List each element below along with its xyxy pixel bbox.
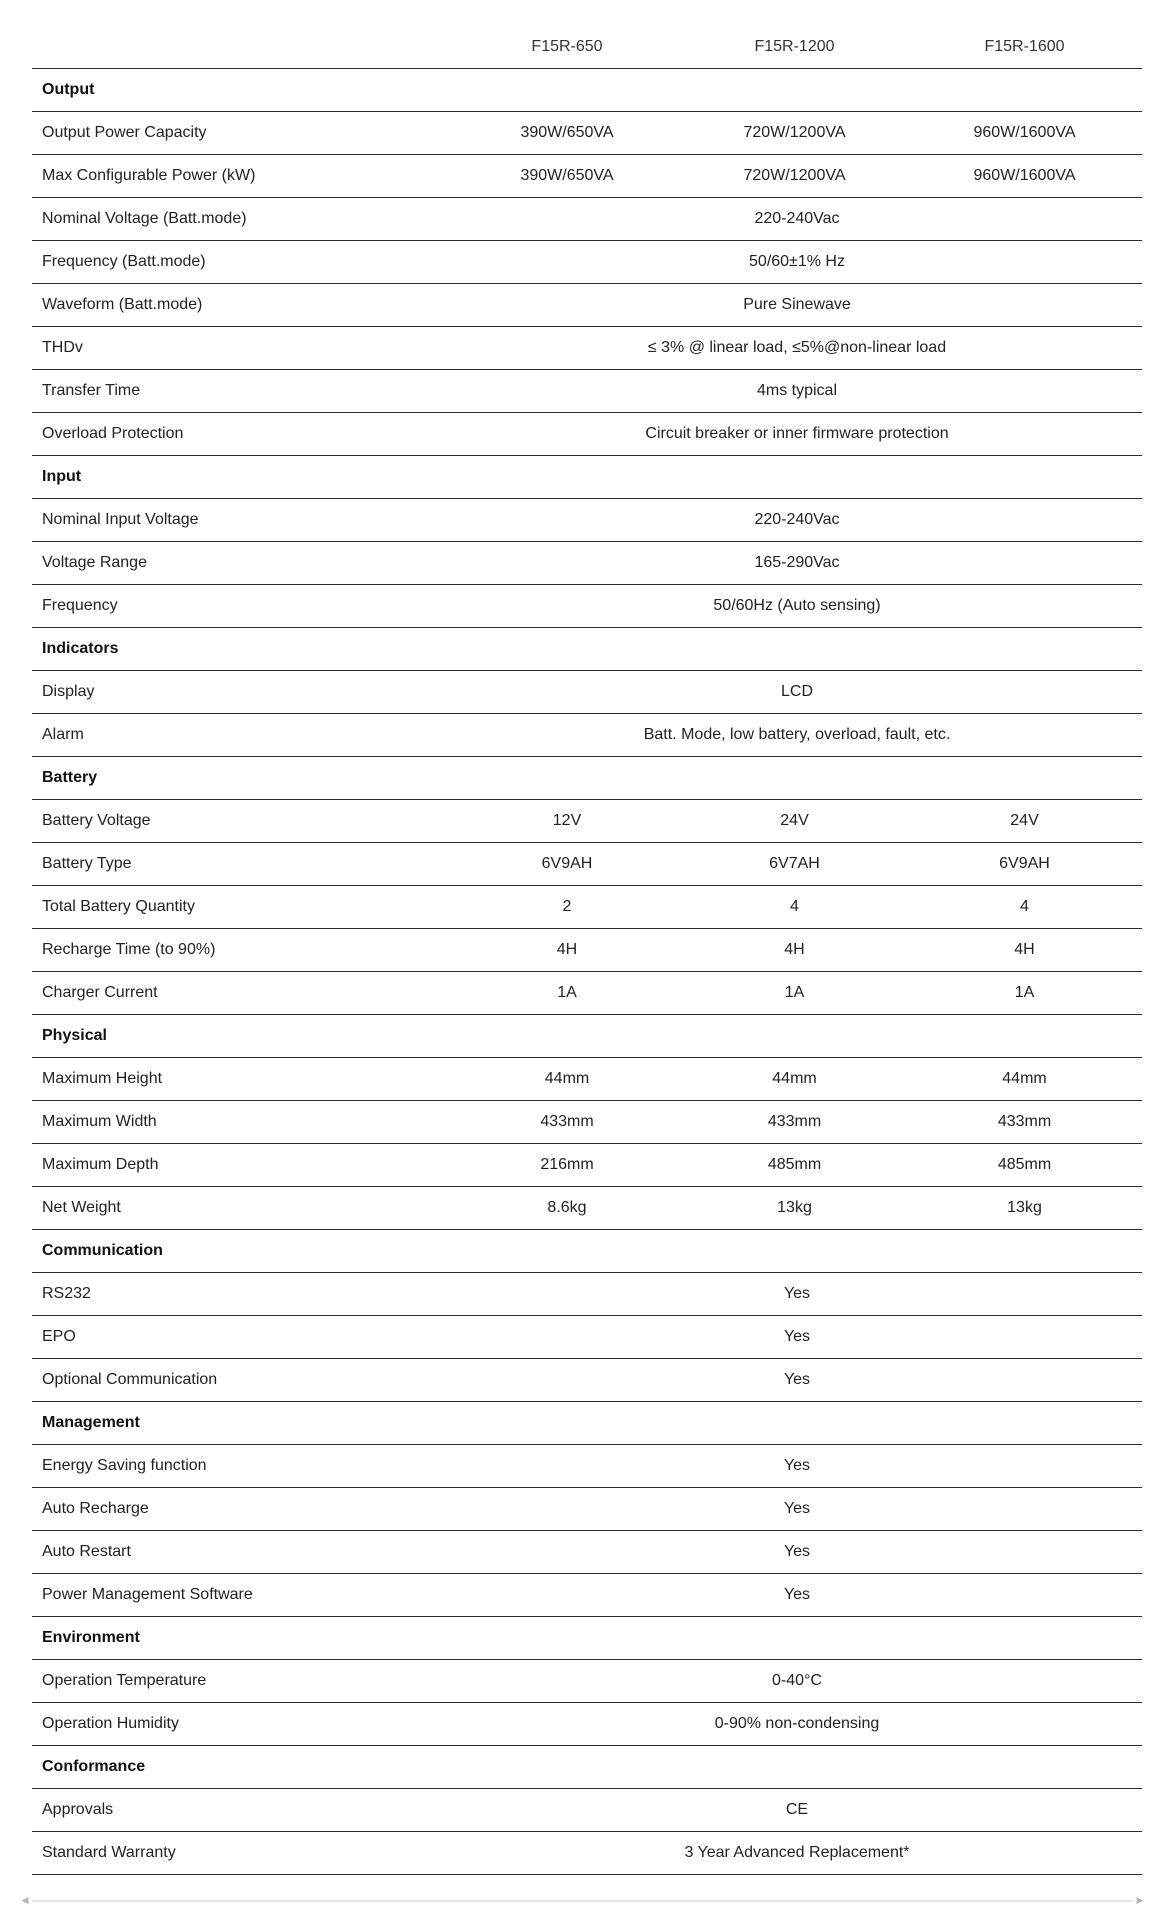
spec-row [32, 412, 1142, 455]
spec-value-all-models: 0-40°C [452, 1659, 1142, 1702]
spec-value-all-models: 3 Year Advanced Replacement* [452, 1831, 1142, 1874]
section-title: Indicators [32, 627, 1142, 670]
spec-row [32, 498, 1142, 541]
spec-value-model-3: 24V [907, 799, 1142, 842]
section-title: Conformance [32, 1745, 1142, 1788]
section-title: Output [32, 68, 1142, 111]
spec-value-all-models: Yes [452, 1315, 1142, 1358]
spec-table-body [32, 68, 1142, 1874]
spec-value-model-1: 2 [452, 885, 682, 928]
spec-row [32, 713, 1142, 756]
spec-label: Display [32, 670, 452, 713]
spec-row [32, 154, 1142, 197]
scroll-left-arrow-icon[interactable]: ◀ [21, 1896, 29, 1906]
spec-value-model-2: 4H [682, 928, 907, 971]
spec-row [32, 928, 1142, 971]
spec-value-all-models: Yes [452, 1444, 1142, 1487]
spec-label: Output Power Capacity [32, 111, 452, 154]
spec-label: Approvals [32, 1788, 452, 1831]
spec-row [32, 885, 1142, 928]
spec-label: Battery Voltage [32, 799, 452, 842]
model-header-1: F15R-650 [452, 26, 682, 68]
spec-value-model-2: 4 [682, 885, 907, 928]
section-row [32, 1229, 1142, 1272]
spec-label: Nominal Voltage (Batt.mode) [32, 197, 452, 240]
model-header-3: F15R-1600 [907, 26, 1142, 68]
section-row [32, 627, 1142, 670]
spec-value-model-1: 390W/650VA [452, 111, 682, 154]
spec-value-all-models: LCD [452, 670, 1142, 713]
spec-value-all-models: 165-290Vac [452, 541, 1142, 584]
spec-value-all-models: 0-90% non-condensing [452, 1702, 1142, 1745]
spec-value-model-2: 485mm [682, 1143, 907, 1186]
spec-row [32, 1444, 1142, 1487]
scroll-right-arrow-icon[interactable]: ▶ [1136, 1896, 1144, 1906]
spec-label: Recharge Time (to 90%) [32, 928, 452, 971]
spec-row [32, 111, 1142, 154]
spec-row [32, 197, 1142, 240]
spec-label: RS232 [32, 1272, 452, 1315]
spec-row [32, 1272, 1142, 1315]
spec-table [32, 26, 1142, 1875]
spec-label: Charger Current [32, 971, 452, 1014]
spec-value-model-1: 4H [452, 928, 682, 971]
spec-label: Auto Recharge [32, 1487, 452, 1530]
spec-label: THDv [32, 326, 452, 369]
section-row [32, 455, 1142, 498]
spec-value-all-models: 4ms typical [452, 369, 1142, 412]
spec-label: Voltage Range [32, 541, 452, 584]
spec-value-model-3: 960W/1600VA [907, 154, 1142, 197]
spec-value-model-1: 390W/650VA [452, 154, 682, 197]
spec-row [32, 326, 1142, 369]
spec-label: Maximum Height [32, 1057, 452, 1100]
section-row [32, 1616, 1142, 1659]
spec-row [32, 1530, 1142, 1573]
spec-row [32, 369, 1142, 412]
spec-value-model-2: 13kg [682, 1186, 907, 1229]
spec-row [32, 670, 1142, 713]
spec-row [32, 1831, 1142, 1874]
spec-label: Alarm [32, 713, 452, 756]
spec-row [32, 1358, 1142, 1401]
spec-row [32, 1057, 1142, 1100]
spec-value-model-3: 44mm [907, 1057, 1142, 1100]
spec-value-model-3: 4H [907, 928, 1142, 971]
spec-value-model-3: 960W/1600VA [907, 111, 1142, 154]
spec-value-model-1: 6V9AH [452, 842, 682, 885]
spec-row [32, 1487, 1142, 1530]
spec-value-model-1: 216mm [452, 1143, 682, 1186]
spec-label: Operation Temperature [32, 1659, 452, 1702]
spec-label: Power Management Software [32, 1573, 452, 1616]
spec-value-all-models: 220-240Vac [452, 498, 1142, 541]
spec-value-model-1: 433mm [452, 1100, 682, 1143]
section-title: Communication [32, 1229, 1142, 1272]
spec-value-all-models: Yes [452, 1358, 1142, 1401]
section-title: Environment [32, 1616, 1142, 1659]
spec-label: Optional Communication [32, 1358, 452, 1401]
section-title: Physical [32, 1014, 1142, 1057]
spec-row [32, 1186, 1142, 1229]
spec-label: Frequency [32, 584, 452, 627]
spec-value-model-2: 433mm [682, 1100, 907, 1143]
spec-value-model-1: 1A [452, 971, 682, 1014]
spec-row [32, 1143, 1142, 1186]
spec-label: Transfer Time [32, 369, 452, 412]
spec-label: Waveform (Batt.mode) [32, 283, 452, 326]
spec-value-model-2: 44mm [682, 1057, 907, 1100]
spec-value-model-3: 4 [907, 885, 1142, 928]
spec-value-model-2: 720W/1200VA [682, 111, 907, 154]
spec-row [32, 1573, 1142, 1616]
spec-value-model-1: 8.6kg [452, 1186, 682, 1229]
spec-value-model-2: 6V7AH [682, 842, 907, 885]
spec-value-all-models: Pure Sinewave [452, 283, 1142, 326]
spec-value-all-models: Yes [452, 1530, 1142, 1573]
spec-row [32, 1315, 1142, 1358]
spec-label: Maximum Depth [32, 1143, 452, 1186]
spec-table-container [32, 26, 1142, 1875]
spec-value-model-2: 1A [682, 971, 907, 1014]
header-blank-cell [32, 26, 452, 68]
spec-row [32, 842, 1142, 885]
spec-value-all-models: 220-240Vac [452, 197, 1142, 240]
spec-label: Total Battery Quantity [32, 885, 452, 928]
spec-row [32, 971, 1142, 1014]
spec-value-model-1: 12V [452, 799, 682, 842]
spec-value-model-3: 1A [907, 971, 1142, 1014]
section-row [32, 756, 1142, 799]
spec-value-model-2: 720W/1200VA [682, 154, 907, 197]
spec-label: Auto Restart [32, 1530, 452, 1573]
spec-value-all-models: ≤ 3% @ linear load, ≤5%@non-linear load [452, 326, 1142, 369]
spec-label: Standard Warranty [32, 1831, 452, 1874]
spec-label: Operation Humidity [32, 1702, 452, 1745]
spec-row [32, 283, 1142, 326]
spec-row [32, 1659, 1142, 1702]
spec-row [32, 1788, 1142, 1831]
spec-value-model-3: 485mm [907, 1143, 1142, 1186]
spec-label: Nominal Input Voltage [32, 498, 452, 541]
horizontal-scrollbar[interactable] [20, 1896, 1145, 1906]
model-header-2: F15R-1200 [682, 26, 907, 68]
section-row [32, 1014, 1142, 1057]
spec-label: Max Configurable Power (kW) [32, 154, 452, 197]
spec-value-model-2: 24V [682, 799, 907, 842]
spec-row [32, 584, 1142, 627]
section-title: Battery [32, 756, 1142, 799]
spec-label: Frequency (Batt.mode) [32, 240, 452, 283]
spec-value-all-models: Yes [452, 1272, 1142, 1315]
header-row [32, 26, 1142, 68]
section-row [32, 1745, 1142, 1788]
spec-value-model-1: 44mm [452, 1057, 682, 1100]
spec-value-model-3: 433mm [907, 1100, 1142, 1143]
section-row [32, 68, 1142, 111]
spec-row [32, 1702, 1142, 1745]
section-row [32, 1401, 1142, 1444]
spec-value-all-models: CE [452, 1788, 1142, 1831]
spec-label: Overload Protection [32, 412, 452, 455]
section-title: Input [32, 455, 1142, 498]
spec-row [32, 240, 1142, 283]
spec-label: Maximum Width [32, 1100, 452, 1143]
spec-value-all-models: Batt. Mode, low battery, overload, fault, etc. [452, 713, 1142, 756]
spec-table-header [32, 26, 1142, 68]
spec-row [32, 799, 1142, 842]
spec-value-all-models: Yes [452, 1573, 1142, 1616]
spec-label: EPO [32, 1315, 452, 1358]
spec-label: Battery Type [32, 842, 452, 885]
spec-label: Net Weight [32, 1186, 452, 1229]
spec-label: Energy Saving function [32, 1444, 452, 1487]
spec-value-model-3: 13kg [907, 1186, 1142, 1229]
spec-value-model-3: 6V9AH [907, 842, 1142, 885]
spec-value-all-models: 50/60Hz (Auto sensing) [452, 584, 1142, 627]
section-title: Management [32, 1401, 1142, 1444]
spec-value-all-models: 50/60±1% Hz [452, 240, 1142, 283]
spec-row [32, 1100, 1142, 1143]
spec-value-all-models: Circuit breaker or inner firmware protection [452, 412, 1142, 455]
spec-row [32, 541, 1142, 584]
scrollbar-track[interactable] [32, 1900, 1133, 1902]
spec-value-all-models: Yes [452, 1487, 1142, 1530]
